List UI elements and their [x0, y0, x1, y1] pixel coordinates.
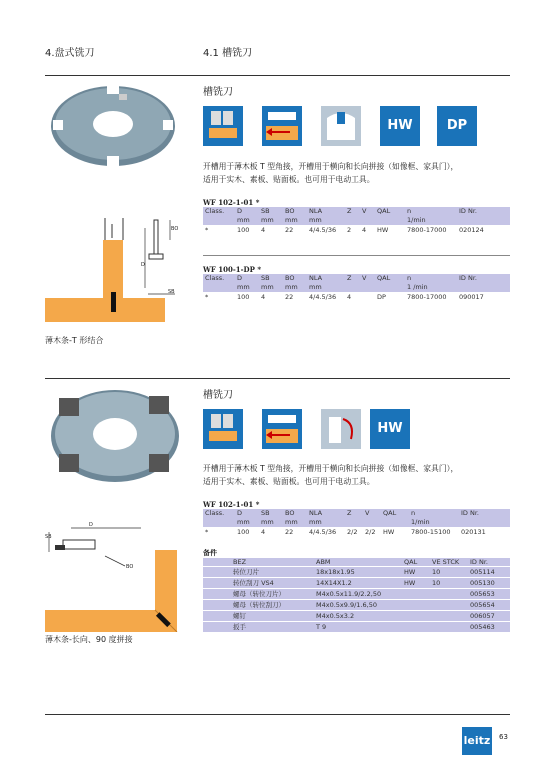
th-sb: SB	[259, 509, 283, 518]
th-d: D	[235, 207, 259, 216]
table-cell: 4/4.5/36	[309, 226, 337, 234]
parts-cell: M4x0.5x3.2	[313, 611, 401, 622]
rotation-icon	[321, 409, 361, 449]
th-d: D	[235, 274, 259, 283]
parts-cell: M4x0.5x9.9/1.6,50	[313, 600, 401, 611]
unit-cell	[203, 283, 235, 292]
t-joint-diagram	[45, 218, 195, 330]
unit-cell	[457, 216, 510, 225]
cutter-image-2	[45, 382, 185, 494]
table-cell: 4/4.5/36	[309, 293, 337, 301]
table-cell: 4/4.5/36	[309, 528, 337, 536]
parts-cell	[429, 589, 467, 600]
parts-cell: HW	[401, 578, 429, 589]
th-id: ID Nr.	[459, 509, 510, 518]
cutter-profile-icon	[321, 106, 361, 146]
unit-cell	[375, 283, 405, 292]
parts-cell: 005130	[467, 578, 510, 589]
table-cell: 4	[261, 293, 266, 301]
parts-row	[203, 578, 510, 589]
parts-cell	[401, 611, 429, 622]
th-n: n	[405, 207, 457, 216]
parts-cell	[429, 611, 467, 622]
product1-desc-line2: 适用于实木、素板、贴面板。也可用于电动工具。	[203, 175, 375, 184]
feed-direction-icon	[262, 106, 302, 146]
dim-label-bo-2: BO	[126, 564, 134, 570]
unit-cell: 1/min	[405, 216, 457, 225]
table-cell	[360, 292, 375, 303]
unit-cell	[345, 216, 360, 225]
product2-desc-line1: 开槽用于薄木板 T 型角接，开槽用于横向和长向拼接（如像框、家具门），	[203, 464, 459, 473]
dim-label-d: D	[141, 262, 145, 268]
th-qal: QAL	[375, 274, 405, 283]
product2-table	[203, 509, 510, 538]
unit-cell: mm	[283, 216, 307, 225]
caption-2: 薄木条-长向、90 度拼接	[45, 635, 133, 644]
table-row	[203, 527, 510, 538]
parts-cell: 005114	[467, 567, 510, 578]
table-cell: 7800-15100	[411, 528, 451, 536]
parts-cell	[401, 600, 429, 611]
th-id: ID Nr.	[467, 558, 510, 567]
unit-cell: mm	[235, 518, 259, 527]
table-cell: 100	[237, 226, 250, 234]
unit-cell	[360, 283, 375, 292]
parts-cell: HW	[401, 567, 429, 578]
parts-cell: T 9	[313, 622, 401, 633]
parts-cell	[401, 589, 429, 600]
dim-label-sb: SB	[168, 289, 175, 295]
table-cell: *	[205, 293, 209, 301]
th-qal: QAL	[381, 509, 409, 518]
table-cell: HW	[383, 528, 395, 536]
parts-cell: 螺钉	[203, 611, 313, 622]
th-bez: BEZ	[203, 558, 313, 567]
hw-icon: HW	[370, 409, 410, 449]
table-cell: 22	[285, 293, 294, 301]
product1-table-b	[203, 274, 510, 303]
parts-table	[203, 558, 510, 632]
dp-icon: DP	[437, 106, 477, 146]
unit-cell	[345, 283, 360, 292]
table-cell: 4	[347, 293, 352, 301]
parts-cell: 005654	[467, 600, 510, 611]
table-cell: 7800-17000	[407, 226, 447, 234]
table-row	[203, 292, 510, 303]
table-divider	[203, 255, 510, 256]
unit-cell	[203, 216, 235, 225]
dim-label-d-2: D	[89, 522, 93, 528]
th-z: Z	[345, 207, 360, 216]
th-class: Class.	[203, 274, 235, 283]
product1-description	[203, 160, 513, 186]
parts-cell: 005653	[467, 589, 510, 600]
cutter-image-1	[45, 78, 185, 178]
parts-cell: 螺母（转位刀片）	[203, 589, 313, 600]
th-sb: SB	[259, 207, 283, 216]
table-cell: 22	[285, 528, 294, 536]
parts-cell: 10	[429, 578, 467, 589]
th-qal: QAL	[375, 207, 405, 216]
parts-cell	[401, 622, 429, 633]
unit-cell	[203, 518, 235, 527]
table-cell: *	[205, 528, 209, 536]
parts-cell	[429, 600, 467, 611]
table-cell: 020124	[459, 226, 484, 234]
product1-code-b: WF 100-1-DP *	[203, 265, 261, 274]
unit-cell: mm	[235, 216, 259, 225]
product2-code: WF 102-1-01 *	[203, 500, 260, 509]
table-cell: 4	[362, 226, 367, 234]
table-cell: DP	[377, 293, 386, 301]
product1-title: 槽铣刀	[203, 87, 233, 98]
table-cell: 090017	[459, 293, 484, 301]
wood-slot-icon	[203, 106, 243, 146]
caption-1: 薄木条-T 形结合	[45, 336, 104, 345]
product1-code-a: WF 102-1-01 *	[203, 198, 260, 207]
unit-cell: mm	[259, 216, 283, 225]
section-title: 4.1 槽铣刀	[203, 48, 253, 59]
product2-title: 槽铣刀	[203, 390, 233, 401]
parts-row	[203, 600, 510, 611]
hw-icon: HW	[380, 106, 420, 146]
leitz-logo: leitz	[462, 727, 492, 755]
unit-cell: 1/min	[409, 518, 459, 527]
parts-row	[203, 622, 510, 633]
table-cell: 020131	[461, 528, 486, 536]
th-abm: ABM	[313, 558, 401, 567]
table-cell: 4	[261, 528, 266, 536]
th-qal: QAL	[401, 558, 429, 567]
th-nla: NLA	[307, 207, 345, 216]
th-class: Class.	[203, 207, 235, 216]
unit-cell	[375, 216, 405, 225]
table-cell: 2/2	[347, 528, 358, 536]
unit-cell	[360, 216, 375, 225]
table-cell: 100	[237, 293, 250, 301]
unit-cell	[381, 518, 409, 527]
product1-table-a	[203, 207, 510, 236]
product2-desc-line2: 适用于实木、素板、贴面板。也可用于电动工具。	[203, 477, 375, 486]
unit-cell	[363, 518, 381, 527]
th-sb: SB	[259, 274, 283, 283]
th-bo: BO	[283, 274, 307, 283]
unit-cell: mm	[259, 518, 283, 527]
parts-row	[203, 611, 510, 622]
unit-cell: 1 /min	[405, 283, 457, 292]
parts-cell: 14X14X1.2	[313, 578, 401, 589]
unit-cell: mm	[259, 283, 283, 292]
parts-cell: 18x18x1.95	[313, 567, 401, 578]
page-number: 63	[499, 733, 508, 741]
th-d: D	[235, 509, 259, 518]
parts-cell: 转位刮刀 VS4	[203, 578, 313, 589]
th-nla: NLA	[307, 509, 345, 518]
product1-desc-line1: 开槽用于薄木板 T 型角接，开槽用于横向和长向拼接（如像框、家具门），	[203, 162, 459, 171]
table-row	[203, 225, 510, 236]
unit-cell: mm	[307, 518, 345, 527]
wood-slot-icon	[203, 409, 243, 449]
unit-cell	[457, 283, 510, 292]
table-cell: 7800-17000	[407, 293, 447, 301]
product2-description	[203, 462, 513, 488]
table-cell: 100	[237, 528, 250, 536]
unit-cell: mm	[283, 518, 307, 527]
table-cell: 22	[285, 226, 294, 234]
th-z: Z	[345, 274, 360, 283]
chapter-title: 4.盘式铣刀	[45, 48, 95, 59]
th-bo: BO	[283, 207, 307, 216]
unit-cell	[459, 518, 510, 527]
parts-cell: 扳手	[203, 622, 313, 633]
th-n: n	[405, 274, 457, 283]
unit-cell: mm	[307, 283, 345, 292]
unit-cell: mm	[307, 216, 345, 225]
parts-cell: 10	[429, 567, 467, 578]
parts-cell: 螺母（转位刮刀）	[203, 600, 313, 611]
th-class: Class.	[203, 509, 235, 518]
th-id: ID Nr.	[457, 274, 510, 283]
th-id: ID Nr.	[457, 207, 510, 216]
table-cell: 2	[347, 226, 352, 234]
parts-row	[203, 589, 510, 600]
parts-row	[203, 567, 510, 578]
parts-cell: M4x0.5x11.9/2.2,50	[313, 589, 401, 600]
dim-label-bo: BO	[171, 226, 179, 232]
th-v: V	[360, 207, 375, 216]
th-ve-stck: VE STCK	[429, 558, 467, 567]
footer-divider	[45, 714, 510, 715]
unit-cell: mm	[235, 283, 259, 292]
unit-cell	[345, 518, 363, 527]
dim-label-sb-2: SB	[45, 534, 52, 540]
parts-cell: 006057	[467, 611, 510, 622]
th-v: V	[360, 274, 375, 283]
th-bo: BO	[283, 509, 307, 518]
th-v: V	[363, 509, 381, 518]
th-n: n	[409, 509, 459, 518]
parts-title: 备件	[203, 549, 217, 557]
table-cell: 4	[261, 226, 266, 234]
unit-cell: mm	[283, 283, 307, 292]
feed-direction-icon	[262, 409, 302, 449]
corner-joint-diagram	[45, 520, 195, 632]
table-cell: HW	[377, 226, 389, 234]
parts-cell: 005463	[467, 622, 510, 633]
table-cell: 2/2	[365, 528, 376, 536]
th-nla: NLA	[307, 274, 345, 283]
th-z: Z	[345, 509, 363, 518]
section-divider	[45, 378, 510, 379]
parts-cell	[429, 622, 467, 633]
header-divider	[45, 75, 510, 76]
parts-cell: 转位刀片	[203, 567, 313, 578]
table-cell: *	[205, 226, 209, 234]
